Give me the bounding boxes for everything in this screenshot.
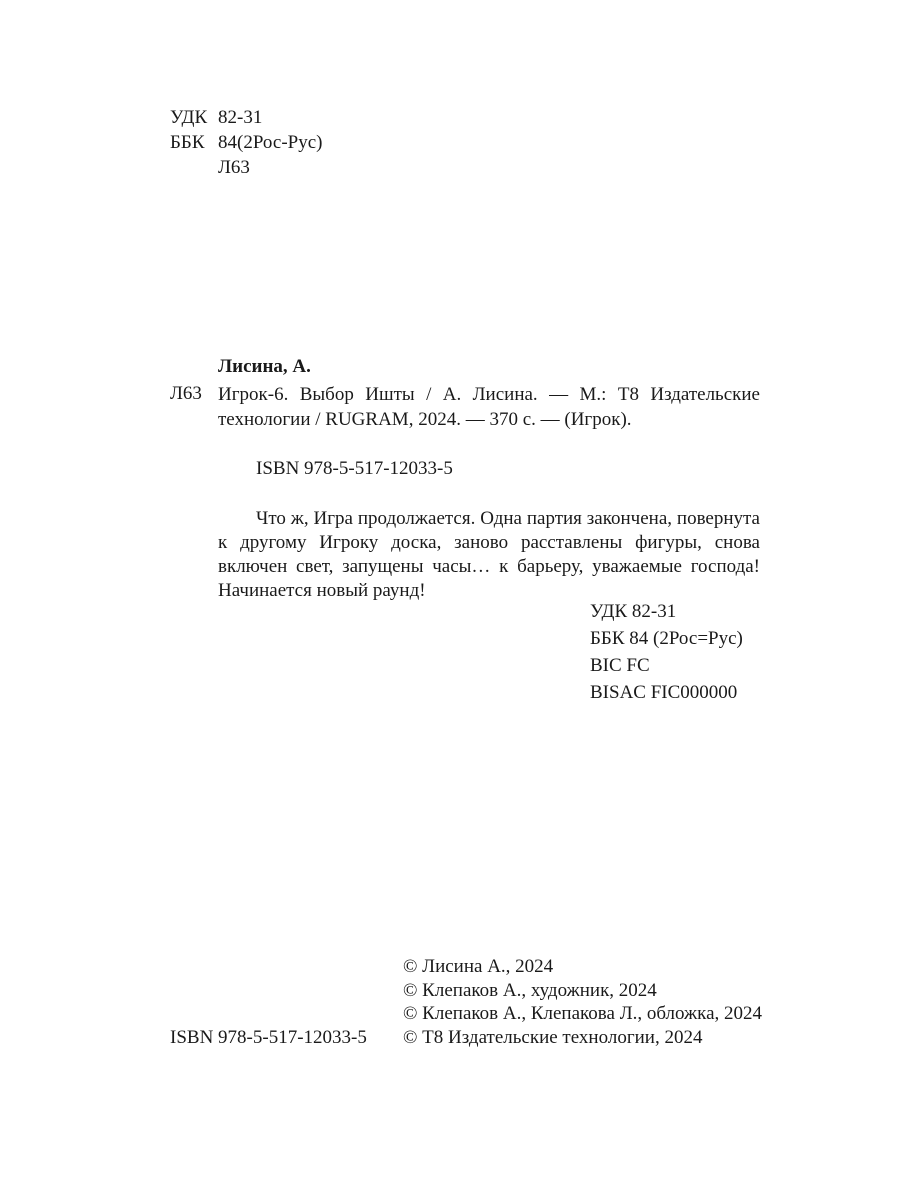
- copyright-line: © Лисина А., 2024: [403, 956, 554, 977]
- book-annotation: Что ж, Игра продолжается. Одна партия закончена, повернута к другому Игроку доска, заново расставлены фигуры, снова включен свет, запущены часы… к барьеру, уважаемые господа! Начинается новый раунд!: [218, 508, 760, 601]
- bbk-label: ББК: [170, 132, 205, 153]
- cutter-row: [0, 156, 400, 180]
- bisac-code: BISAC FIC000000: [590, 682, 738, 703]
- cutter-code: Л63: [218, 157, 250, 178]
- isbn-entry: ISBN 978-5-517-12033-5: [256, 458, 453, 479]
- bic-code: BIC FC: [590, 655, 650, 676]
- bbk-row: [0, 131, 400, 155]
- isbn-footer: ISBN 978-5-517-12033-5: [170, 1027, 367, 1048]
- author-heading: Лисина, А.: [218, 356, 311, 377]
- copyright-line: © Т8 Издательские технологии, 2024: [403, 1026, 703, 1048]
- udk-row: [0, 106, 400, 130]
- copyright-line: © Клепаков А., художник, 2024: [403, 979, 657, 1001]
- udk-label: УДК: [170, 107, 208, 128]
- bibliographic-description: Игрок-6. Выбор Ишты / А. Лисина. — М.: Т8 Издательские технологии / RUGRAM, 2024. — 370 с. — (Игрок).: [218, 384, 760, 430]
- bbk-value: 84(2Рос-Рус): [218, 132, 323, 153]
- cutter-mark: Л63: [170, 383, 202, 404]
- classification-codes: [590, 598, 743, 706]
- copyright-notices: [403, 955, 762, 1049]
- bbk-code: ББК 84 (2Рос=Рус): [590, 628, 743, 649]
- copyright-line: © Клепаков А., Клепакова Л., обложка, 2024: [403, 1003, 763, 1024]
- udk-code: УДК 82-31: [590, 601, 677, 622]
- udk-value: 82-31: [218, 107, 263, 128]
